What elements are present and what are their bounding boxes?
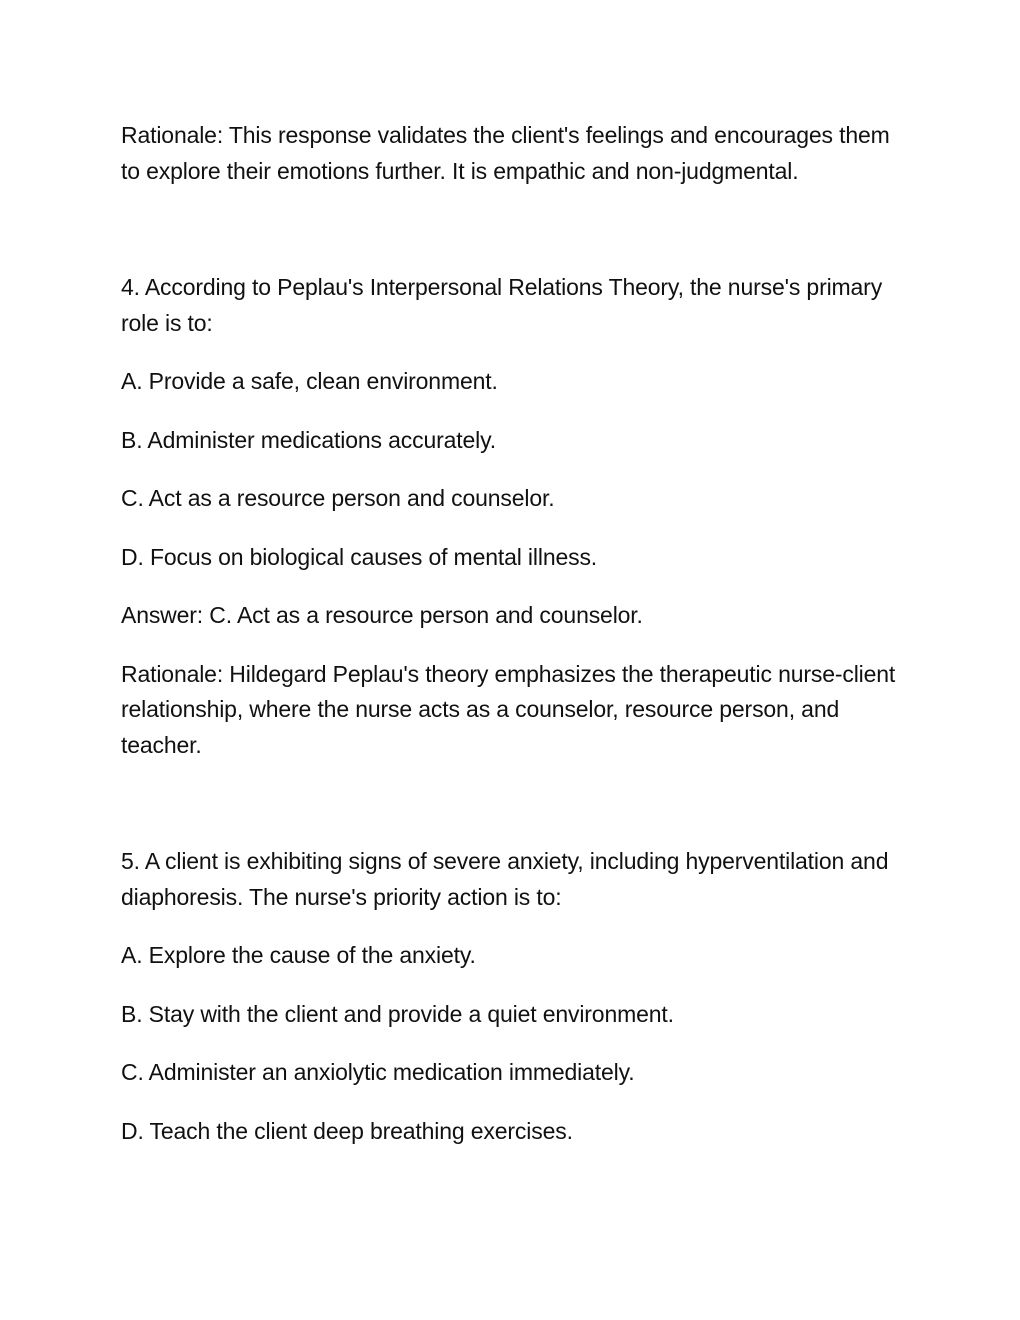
question-4 — [121, 270, 911, 763]
question-4-option-a: A. Provide a safe, clean environment. — [121, 368, 498, 394]
question-4-stem: 4. According to Peplau's Interpersonal Relations Theory, the nurse's primary role is to: — [121, 274, 883, 336]
question-5-option-a: A. Explore the cause of the anxiety. — [121, 942, 476, 968]
question-5-stem: 5. A client is exhibiting signs of severe anxiety, including hyperventilation and diaphoresis. The nurse's priority action is to: — [121, 848, 889, 910]
document-body — [121, 118, 911, 1149]
question-5-option-b: B. Stay with the client and provide a quiet environment. — [121, 1000, 674, 1027]
question-5-option-d: D. Teach the client deep breathing exercises. — [121, 1117, 573, 1144]
question-4-option-b: B. Administer medications accurately. — [121, 426, 496, 453]
rationale-q3: Rationale: This response validates the client's feelings and encourages them to explore their emotions further. It is empathic and non-judgmental. — [121, 122, 890, 184]
question-4-rationale: Rationale: Hildegard Peplau's theory emphasizes the therapeutic nurse-client relationship, where the nurse acts as a counselor, resource person, and teacher. — [121, 660, 896, 758]
question-4-option-d: D. Focus on biological causes of mental illness. — [121, 543, 598, 570]
question-4-answer: Answer: C. Act as a resource person and counselor. — [121, 602, 643, 628]
question-5-option-c: C. Administer an anxiolytic medication immediately. — [121, 1059, 635, 1085]
question-5 — [121, 844, 911, 1149]
question-4-option-c: C. Act as a resource person and counselor. — [121, 485, 555, 511]
